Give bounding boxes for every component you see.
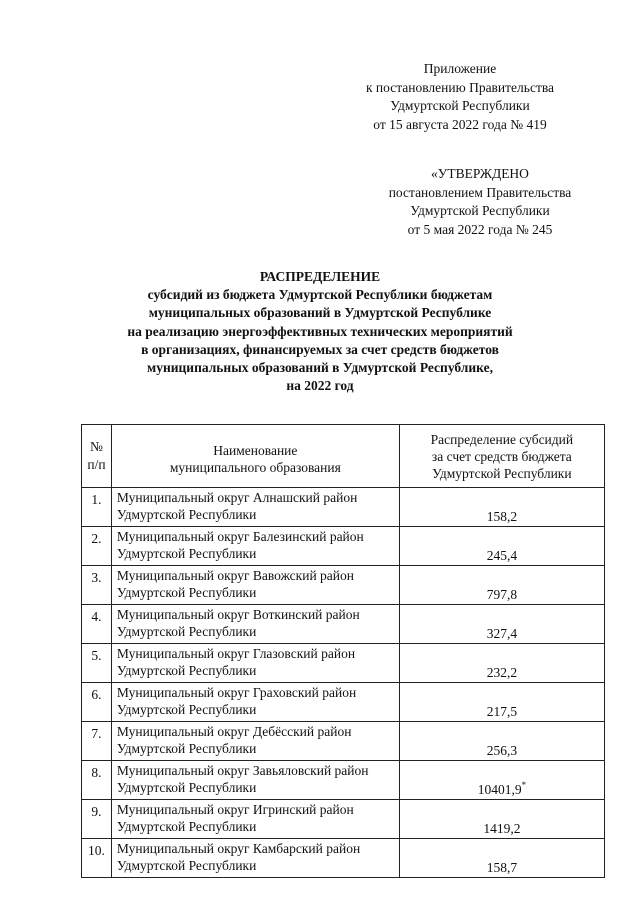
row-value: [399, 566, 604, 605]
row-name-line: Удмуртской Республики: [116, 546, 257, 561]
header-num: [82, 425, 112, 488]
table-row: [82, 683, 605, 722]
row-name-line: Муниципальный округ Камбарский район: [116, 841, 361, 856]
table-row: [82, 722, 605, 761]
approved-line: от 5 мая 2022 года № 245: [407, 221, 553, 237]
table-row: [82, 761, 605, 800]
row-num: 4.: [82, 605, 112, 644]
row-name: [111, 722, 399, 761]
row-value: [399, 683, 604, 722]
row-num: 2.: [82, 527, 112, 566]
row-name: [111, 527, 399, 566]
row-num: 6.: [82, 683, 112, 722]
row-name-line: Удмуртской Республики: [116, 624, 257, 639]
row-num: 10.: [82, 839, 112, 878]
table-row: [82, 800, 605, 839]
header-name: [111, 425, 399, 488]
row-value: [399, 488, 604, 527]
row-name-line: Муниципальный округ Вавожский район: [116, 568, 354, 583]
row-name: [111, 800, 399, 839]
row-name-line: Муниципальный округ Граховский район: [116, 685, 357, 700]
row-value-text: 1419,2: [483, 821, 521, 836]
row-value: [399, 527, 604, 566]
row-name: [111, 839, 399, 878]
header-num-line: №: [90, 439, 103, 454]
table-row: [82, 839, 605, 878]
table-row: [82, 527, 605, 566]
row-num: 7.: [82, 722, 112, 761]
row-name-line: Удмуртской Республики: [116, 819, 257, 834]
approved-line: постановлением Правительства: [388, 184, 572, 200]
row-name: [111, 488, 399, 527]
document-title: [60, 268, 580, 395]
distribution-table: [81, 424, 605, 878]
annex-line: к постановлению Правительства: [365, 79, 555, 95]
header-value: [399, 425, 604, 488]
row-name-line: Муниципальный округ Завьяловский район: [116, 763, 369, 778]
row-name-line: Муниципальный округ Игринский район: [116, 802, 354, 817]
header-value-line: Удмуртской Республики: [432, 465, 572, 481]
row-num: 3.: [82, 566, 112, 605]
row-name-line: Удмуртской Республики: [116, 507, 257, 522]
row-value: [399, 761, 604, 800]
row-name: [111, 605, 399, 644]
row-num: 5.: [82, 644, 112, 683]
title-line: муниципальных образований в Удмуртской Республике: [148, 305, 492, 321]
title-line: на 2022 год: [286, 378, 354, 394]
row-name-line: Удмуртской Республики: [116, 741, 257, 756]
row-value-text: 158,7: [486, 860, 518, 875]
row-value-text: 256,3: [486, 743, 518, 758]
row-name-line: Удмуртской Республики: [116, 663, 257, 678]
row-name-line: Удмуртской Республики: [116, 702, 257, 717]
title-line: на реализацию энергоэффективных технических мероприятий: [127, 323, 513, 339]
row-name-line: Муниципальный округ Воткинский район: [116, 607, 360, 622]
row-value: [399, 605, 604, 644]
row-value-text: 797,8: [486, 587, 518, 602]
row-value-text: 327,4: [486, 626, 518, 641]
title-line: в организациях, финансируемых за счет средств бюджетов: [141, 341, 499, 357]
row-name-line: Удмуртской Республики: [116, 585, 257, 600]
row-value: [399, 644, 604, 683]
header-value-line: Распределение субсидий: [430, 431, 574, 447]
table-row: [82, 488, 605, 527]
row-value-text: 217,5: [486, 704, 518, 719]
row-name: [111, 683, 399, 722]
row-value-text: 245,4: [486, 548, 518, 563]
row-name-line: Муниципальный округ Дебёсский район: [116, 724, 352, 739]
row-num: 9.: [82, 800, 112, 839]
header-name-line: муниципального образования: [169, 460, 341, 475]
table-header-row: [82, 425, 605, 488]
row-name: [111, 566, 399, 605]
approved-block: [355, 165, 605, 239]
title-line: муниципальных образований в Удмуртской Республике,: [147, 360, 493, 376]
annex-line: Удмуртской Республики: [390, 98, 530, 113]
row-value: [399, 722, 604, 761]
approved-line: «УТВЕРЖДЕНО: [431, 166, 529, 181]
title-heading: РАСПРЕДЕЛЕНИЕ: [259, 269, 381, 284]
row-name-line: Удмуртской Республики: [116, 780, 257, 795]
annex-line: Приложение: [423, 61, 497, 76]
row-num: 1.: [82, 488, 112, 527]
row-value: [399, 839, 604, 878]
row-value-text: 232,2: [486, 665, 518, 680]
row-name: [111, 761, 399, 800]
row-num: 8.: [82, 761, 112, 800]
table-row: [82, 605, 605, 644]
header-name-line: Наименование: [213, 443, 298, 458]
row-value: [399, 800, 604, 839]
row-name-line: Муниципальный округ Алнашский район: [116, 490, 358, 505]
row-name-line: Муниципальный округ Глазовский район: [116, 646, 356, 661]
annex-line: от 15 августа 2022 года № 419: [373, 116, 547, 132]
approved-line: Удмуртской Республики: [410, 203, 550, 218]
header-num-line: п/п: [87, 457, 106, 472]
row-name: [111, 644, 399, 683]
annex-block: [330, 60, 590, 134]
table-row: [82, 644, 605, 683]
row-value-text: 10401,9: [477, 782, 522, 797]
row-name-line: Удмуртской Республики: [116, 858, 257, 873]
header-value-line: за счет средств бюджета: [431, 448, 572, 464]
row-value-text: 158,2: [486, 509, 518, 524]
title-line: субсидий из бюджета Удмуртской Республики бюджетам: [147, 287, 493, 303]
row-name-line: Муниципальный округ Балезинский район: [116, 529, 364, 544]
row-value-mark: *: [521, 780, 527, 790]
table-row: [82, 566, 605, 605]
